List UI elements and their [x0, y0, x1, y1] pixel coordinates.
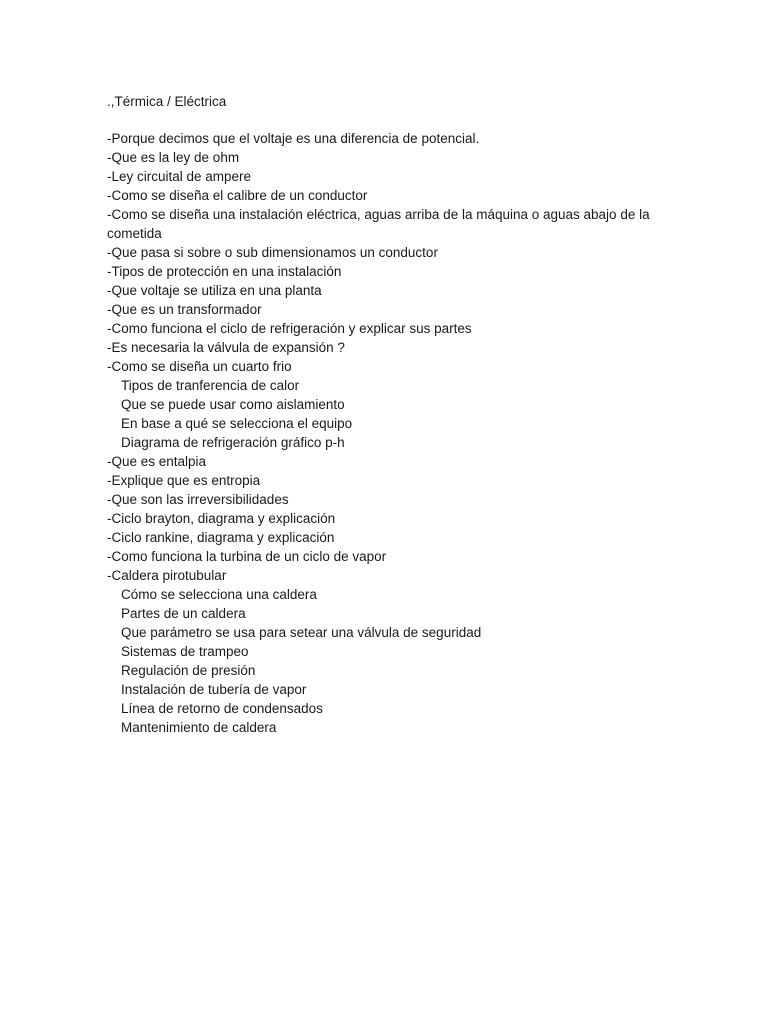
question-line: -Explique que es entropia: [107, 473, 261, 488]
document-title: .,Térmica / Eléctrica: [107, 94, 227, 109]
question-line: -Como se diseña una instalación eléctrica, aguas arriba de la máquina o aguas abajo de la cometida: [107, 207, 650, 241]
sub-question-line: Que se puede usar como aislamiento: [121, 397, 345, 412]
question-line: -Que son las irreversibilidades: [107, 492, 289, 507]
sub-question-line: Regulación de presión: [121, 663, 256, 678]
question-line: -Ciclo rankine, diagrama y explicación: [107, 530, 335, 545]
question-line: -Que es la ley de ohm: [107, 150, 240, 165]
sub-question-line: Tipos de tranferencia de calor: [121, 378, 300, 393]
sub-question-line: Línea de retorno de condensados: [121, 701, 323, 716]
question-line: -Que es entalpia: [107, 454, 207, 469]
question-line: -Ciclo brayton, diagrama y explicación: [107, 511, 336, 526]
question-line: -Como se diseña el calibre de un conductor: [107, 188, 368, 203]
sub-question-line: Cómo se selecciona una caldera: [121, 587, 317, 602]
question-line: -Como se diseña un cuarto frio: [107, 359, 292, 374]
sub-question-line: En base a qué se selecciona el equipo: [121, 416, 353, 431]
question-line: -Es necesaria la válvula de expansión ?: [107, 340, 345, 355]
question-line: -Que voltaje se utiliza en una planta: [107, 283, 322, 298]
sub-question-line: Mantenimiento de caldera: [121, 720, 277, 735]
question-line: -Que pasa si sobre o sub dimensionamos un conductor: [107, 245, 438, 260]
question-line: -Tipos de protección en una instalación: [107, 264, 342, 279]
question-line: -Caldera pirotubular: [107, 568, 227, 583]
question-line: -Porque decimos que el voltaje es una diferencia de potencial.: [107, 131, 480, 146]
sub-question-line: Que parámetro se usa para setear una válvula de seguridad: [121, 625, 482, 640]
sub-question-line: Diagrama de refrigeración gráfico p-h: [121, 435, 345, 450]
question-line: -Como funciona la turbina de un ciclo de vapor: [107, 549, 387, 564]
sub-question-line: Sistemas de trampeo: [121, 644, 249, 659]
document-body: [107, 92, 667, 737]
question-line: -Que es un transformador: [107, 302, 262, 317]
question-line: -Ley circuital de ampere: [107, 169, 252, 184]
question-list: [107, 129, 667, 737]
question-line: -Como funciona el ciclo de refrigeración y explicar sus partes: [107, 321, 472, 336]
sub-question-line: Instalación de tubería de vapor: [121, 682, 307, 697]
sub-question-line: Partes de un caldera: [121, 606, 246, 621]
